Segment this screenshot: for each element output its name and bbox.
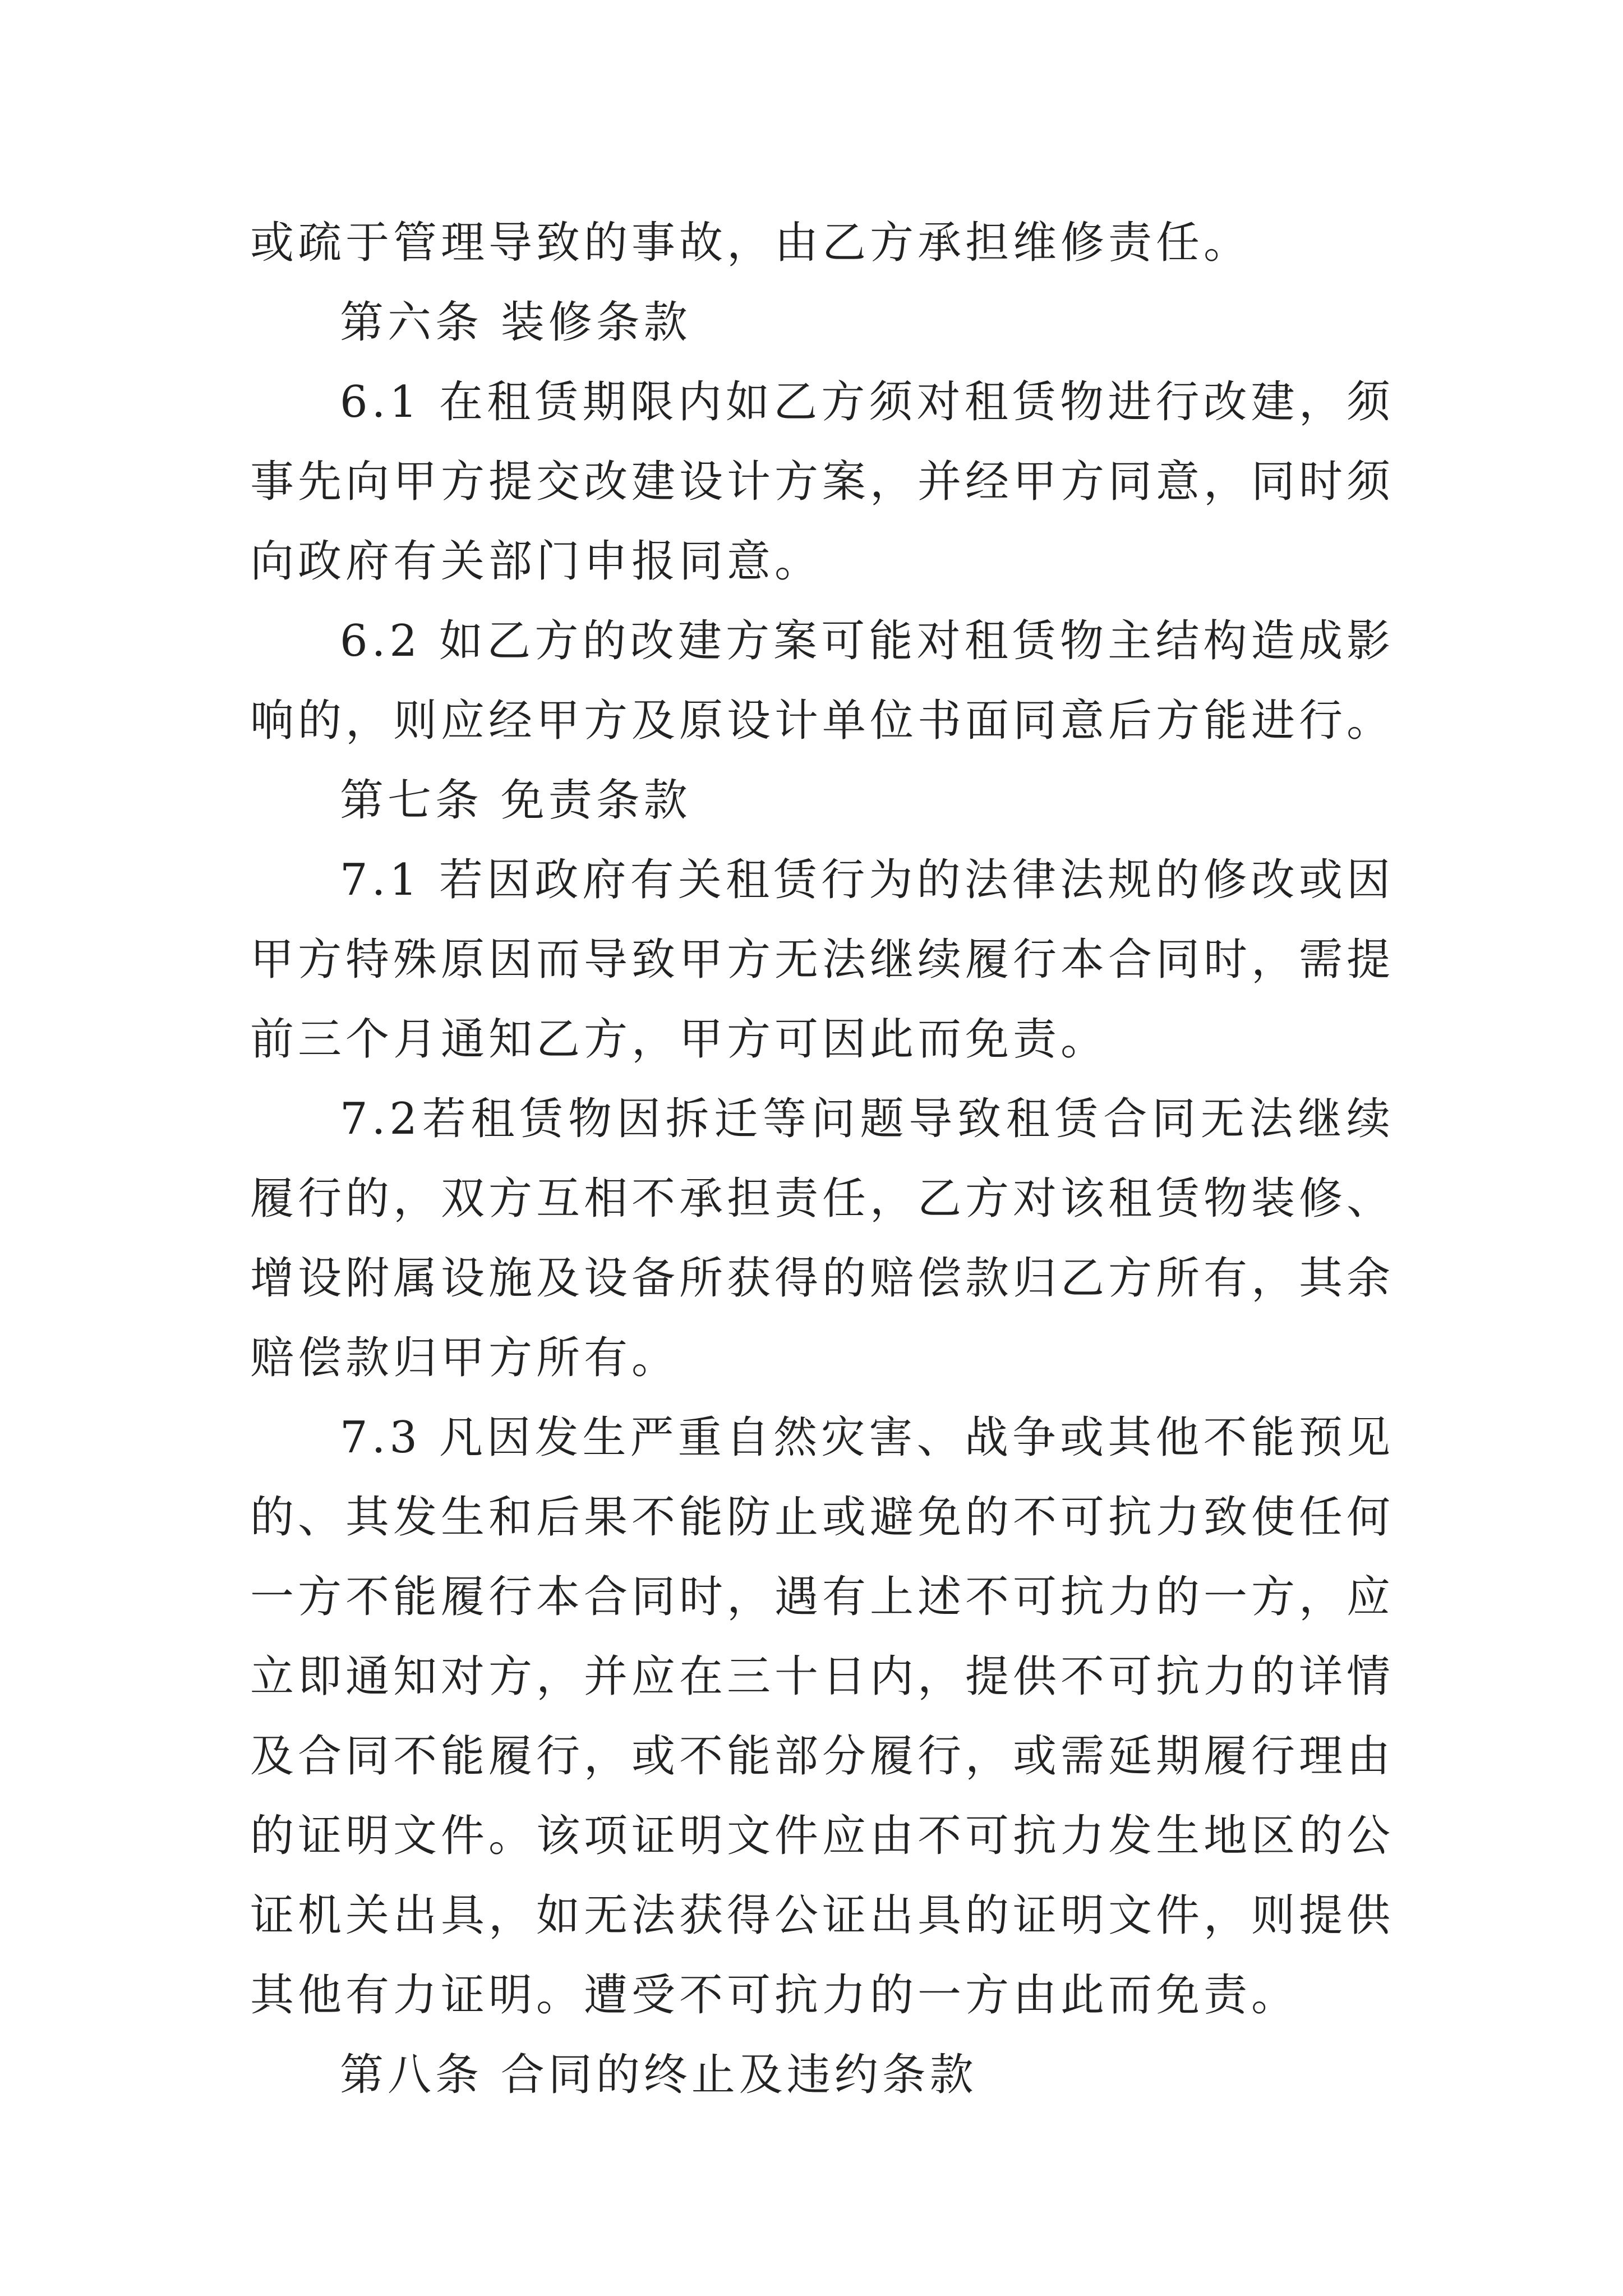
section-heading-article-8: 第八条 合同的终止及违约条款 xyxy=(340,2050,978,2100)
clause-7-2: 7.2若租赁物因拆迁等问题导致租赁合同无法继续履行的，双方互相不承担责任，乙方对该租赁物装修、增设附属设施及设备所获得的赔偿款归乙方所有，其余赔偿款归甲方所有。 xyxy=(250,1094,1395,1383)
contract-body xyxy=(250,203,1394,2115)
clause-7-1: 7.1 若因政府有关租赁行为的法律法规的修改或因甲方特殊原因而导致甲方无法继续履行本合同时，需提前三个月通知乙方，甲方可因此而免责。 xyxy=(250,855,1395,1065)
section-heading-article-6: 第六条 装修条款 xyxy=(340,297,691,348)
paragraph-continuation: 或疏于管理导致的事故，由乙方承担维修责任。 xyxy=(250,218,1252,268)
clause-7-3: 7.3 凡因发生严重自然灾害、战争或其他不能预见的、其发生和后果不能防止或避免的不可抗力致使任何一方不能履行本合同时，遇有上述不可抗力的一方，应立即通知对方，并应在三十日内，提供不可抗力的详情及合同不能履行，或不能部分履行，或需延期履行理由的证明文件。该项证明文件应由不可抗力发生地区的公证机关出具，如无法获得公证出具的证明文件，则提供其他有力证明。遭受不可抗力的一方由此而免责。 xyxy=(250,1412,1395,2021)
clause-6-2: 6.2 如乙方的改建方案可能对租赁物主结构造成影响的，则应经甲方及原设计单位书面同意后方能进行。 xyxy=(250,616,1395,746)
clause-6-1: 6.1 在租赁期限内如乙方须对租赁物进行改建，须事先向甲方提交改建设计方案，并经甲方同意，同时须向政府有关部门申报同意。 xyxy=(250,377,1395,587)
section-heading-article-7: 第七条 免责条款 xyxy=(340,775,691,826)
